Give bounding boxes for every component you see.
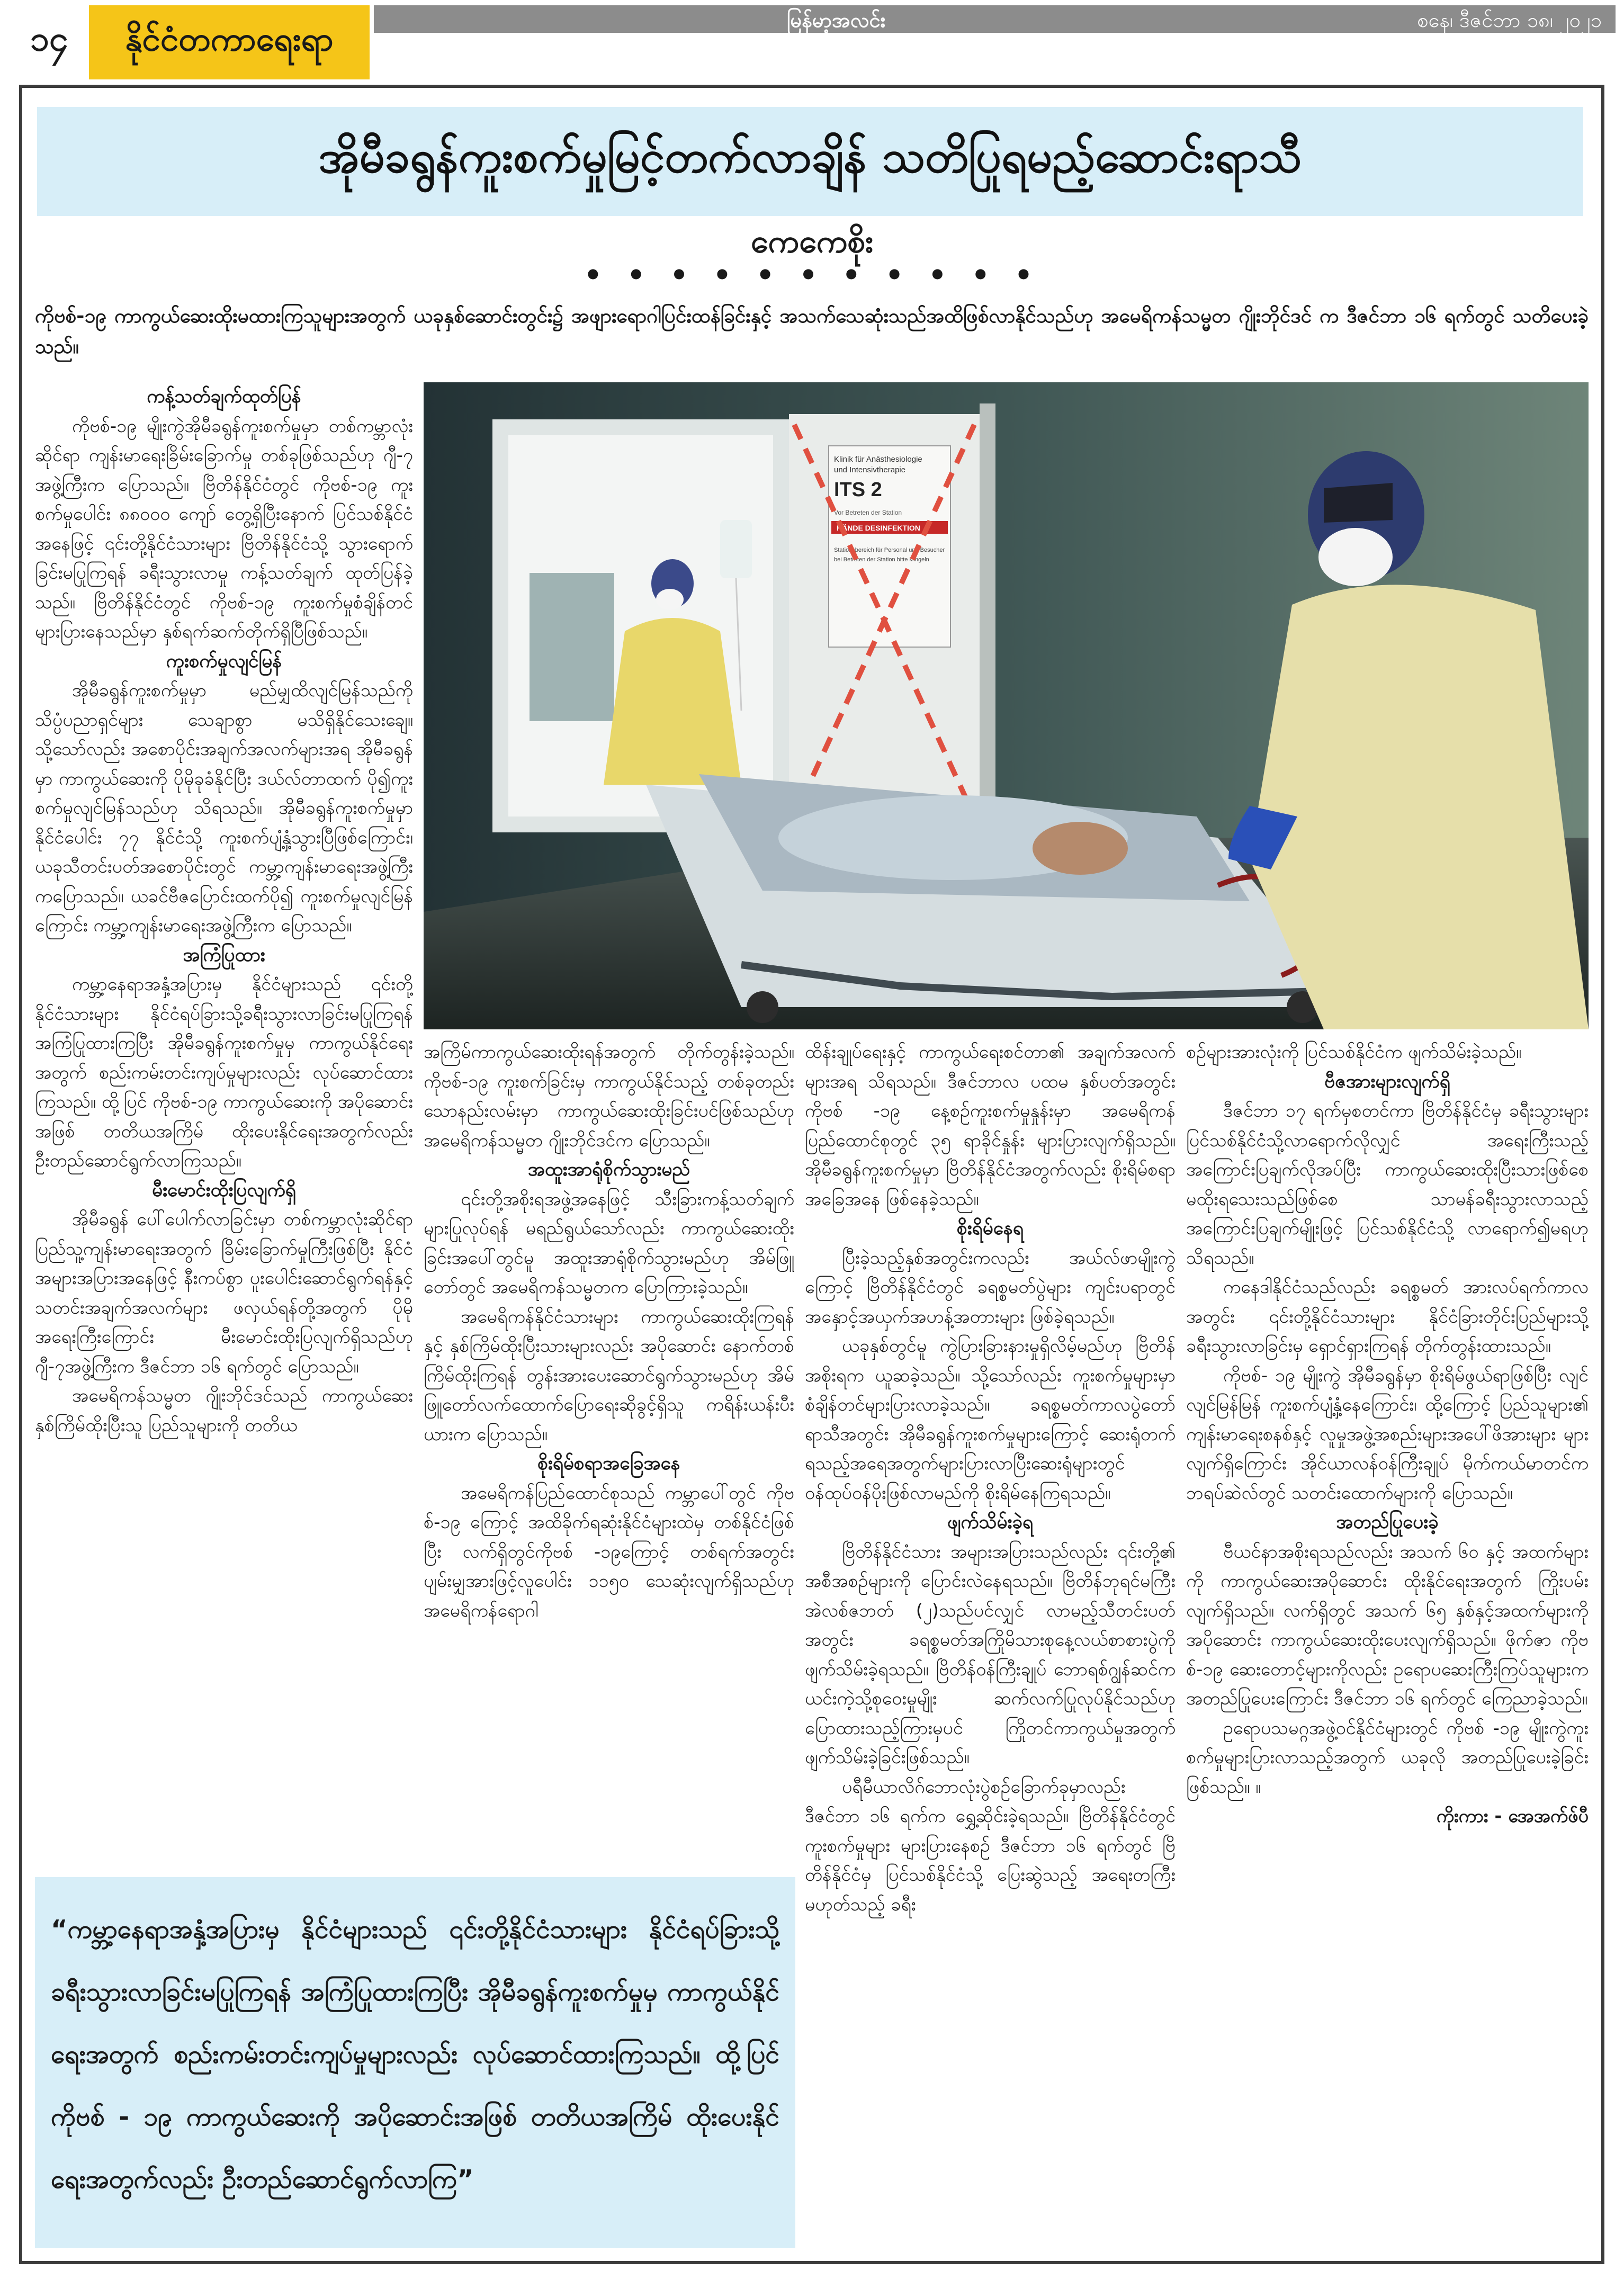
- sign-text-7: bei Betreten der Station bitte klingeln: [834, 557, 929, 563]
- paragraph: ယခုနှစ်တွင်မူ ကွဲပြားခြားနားမှုရှိလိမ့်မည်ဟု ဗြိတိန်အစိုးရက ယူဆခဲ့သည်။ သို့သော်လည်း ကူးစက်မှုများမှာ စံချိန်တင်များပြားလာခဲ့သည်။ ခရစ္စမတ်ကာလပွဲတော်ရာသီအတွင်း အိုမီခရွန်ကူးစက်မှုများကြောင့် ဆေးရုံတက်ရသည့်အရေအတွက်များပြားလာပြီးဆေးရုံများတွင် ဝန်ထုပ်ဝန်ပိုးဖြစ်လာမည်ကို စိုးရိမ်နေကြရသည်။: [805, 1335, 1176, 1504]
- sign-text-3: ITS 2: [834, 479, 882, 501]
- sign-text-2: und Intensivtherapie: [834, 465, 906, 474]
- paragraph: စဉ်များအားလုံးကို ပြင်သစ်နိုင်ငံက ဖျက်သိမ်းခဲ့သည်။: [1186, 1042, 1522, 1063]
- paragraph: အမေရိကန်ပြည်ထောင်စုသည် ကမ္ဘာပေါ်တွင် ကိုဗစ်-၁၉ ကြောင့် အထိခိုက်ရဆုံးနိုင်ငံများထဲမှ တစ်နိုင်ငံဖြစ်ပြီး လက်ရှိတွင်ကိုဗစ် -၁၉ကြောင့် တစ်ရက်အတွင်း ပျမ်းမျှအားဖြင့်လူပေါင်း ၁၁၅၀ သေဆုံးလျက်ရှိသည်ဟု အမေရိကန်ရောဂါ: [424, 1482, 794, 1621]
- paragraph: အိုမီခရွန် ပေါ်ပေါက်လာခြင်းမှာ တစ်ကမ္ဘာလုံးဆိုင်ရာ ပြည်သူ့ကျန်းမာရေးအတွက် ခြိမ်းခြောက်မှုကြီးဖြစ်ပြီး နိုင်ငံအများအပြားအနေဖြင့် နီးကပ်စွာ ပူးပေါင်းဆောင်ရွက်ရန်နှင့် သတင်းအချက်အလက်များ ဖလှယ်ရန်တို့အတွက် ပိုမိုအရေးကြီးကြောင်း မီးမောင်းထိုးပြလျက်ရှိသည်ဟု ဂျီ-၇အဖွဲ့ကြီးက ဒီဇင်ဘာ ၁၆ ရက်တွင် ပြောသည်။: [35, 1209, 413, 1377]
- column-4: [1186, 1038, 1589, 2256]
- sign-text-6: Stationsbereich für Personal und Besucher: [834, 547, 945, 553]
- source-credit: ကိုးကား - အေအက်ဖ်ပီ: [1436, 1806, 1589, 1827]
- newspaper-name: မြန်မာ့အလင်း: [787, 8, 886, 32]
- paragraph: ဗီယင်နာအစိုးရသည်လည်း အသက် ၆၀ နှင့် အထက်များကို ကာကွယ်ဆေးအပိုဆောင်း ထိုးနိုင်ရေးအတွက် ကြိုးပမ်းလျက်ရှိသည်။ လက်ရှိတွင် အသက် ၆၅ နှစ်နှင့်အထက်များကို အပိုဆောင်း ကာကွယ်ဆေးထိုးပေးလျက်ရှိသည်။ ဖိုက်ဇာ ကိုဗစ်-၁၉ ဆေးတောင့်များကိုလည်း ဥရောပဆေးကြီးကြပ်သူများက အတည်ပြုပေးကြောင်း ဒီဇင်ဘာ ၁၆ ရက်တွင် ကြေညာခဲ့သည်။: [1186, 1541, 1589, 1709]
- subheading: အတည်ပြုပေးခဲ့: [1336, 1512, 1439, 1533]
- paragraph: အမေရိကန်သမ္မတ ဂျိုးဘိုင်ဒင်သည် ကာကွယ်ဆေးနှစ်ကြိမ်ထိုးပြီးသူ ပြည်သူများကို တတိယ: [35, 1385, 413, 1436]
- paragraph: ကမ္ဘာ့နေရာအနှံ့အပြားမှ နိုင်ငံများသည် ၎င်းတို့နိုင်ငံသားများ နိုင်ငံရပ်ခြားသို့ခရီးသွားလာခြင်းမပြုကြရန် အကြံပြုထားကြပြီး အိုမီခရွန်ကူးစက်မှုမှ ကာကွယ်နိုင်ရေးအတွက် စည်းကမ်းတင်းကျပ်မှုများလည်း လုပ်ဆောင်ထားကြသည်။ ထို့ပြင် ကိုဗစ်-၁၉ ကာကွယ်ဆေးကို အပိုဆောင်းအဖြစ် တတိယအကြိမ် ထိုးပေးနိုင်ရေးအတွက်လည်း ဦးတည်ဆောင်ရွက်လာကြသည်။: [35, 974, 413, 1171]
- subheading: စိုးရိမ်နေရ: [957, 1218, 1024, 1239]
- article-byline: ကေကေစိုး: [750, 223, 874, 260]
- page-header: [0, 0, 1624, 84]
- subheading: မီးမောင်းထိုးပြလျက်ရှိ: [152, 1179, 296, 1201]
- paragraph: ထိန်းချုပ်ရေးနှင့် ကာကွယ်ရေးစင်တာ၏ အချက်အလက်များအရ သိရသည်။ ဒီဇင်ဘာလ ပထမ နှစ်ပတ်အတွင်း ကိုဗစ် -၁၉ နေ့စဉ်ကူးစက်မှုနှုန်းမှာ အမေရိကန်ပြည်ထောင်စုတွင် ၃၅ ရာခိုင်နှုန်း များပြားလျက်ရှိသည်။ အိုမီခရွန်ကူးစက်မှုမှာ ဗြိတိန်နိုင်ငံအတွက်လည်း စိုးရိမ်စရာအခြေအနေ ဖြစ်နေခဲ့သည်။: [805, 1042, 1176, 1210]
- byline-dots: • • • • • • • • • • •: [584, 258, 1040, 292]
- paragraph: ပရီမီယာလိဂ်ဘောလုံးပွဲစဉ်ခြောက်ခုမှာလည်း ဒီဇင်ဘာ ၁၆ ရက်က ရွှေ့ဆိုင်းခဲ့ရသည်။ ဗြိတိန်နိုင်ငံတွင် ကူးစက်မှုများ များပြားနေစဉ် ဒီဇင်ဘာ ၁၆ ရက်တွင် ဗြိတိန်နိုင်ငံမှ ပြင်သစ်နိုင်ငံသို့ ပြေးဆွဲသည့် အရေးတကြီးမဟုတ်သည့် ခရီး: [805, 1776, 1176, 1915]
- column-2: [424, 1038, 794, 1874]
- subheading: ဖျက်သိမ်းခဲ့ရ: [947, 1512, 1034, 1533]
- paragraph: ၎င်းတို့အစိုးရအဖွဲ့အနေဖြင့် သီးခြားကန့်သတ်ချက်များပြုလုပ်ရန် မရည်ရွယ်သော်လည်း ကာကွယ်ဆေးထိုးခြင်းအပေါ်တွင်မူ အထူးအာရုံစိုက်သွားမည်ဟု အိမ်ဖြူတော်တွင် အမေရိကန်သမ္မတက ပြောကြားခဲ့သည်။: [424, 1188, 794, 1298]
- paragraph: အကြိမ်ကာကွယ်ဆေးထိုးရန်အတွက် တိုက်တွန်းခဲ့သည်။ ကိုဗစ်-၁၉ ကူးစက်ခြင်းမှ ကာကွယ်နိုင်သည့် တစ်ခုတည်းသောနည်းလမ်းမှာ ကာကွယ်ဆေးထိုးခြင်းပင်ဖြစ်သည်ဟု အမေရိကန်သမ္မတ ဂျိုးဘိုင်ဒင်က ပြောသည်။: [424, 1042, 794, 1151]
- sign-text-5: HÄNDE DESINFEKTION: [837, 524, 920, 532]
- article-lede: ကိုဗစ်-၁၉ ကာကွယ်ဆေးထိုးမထားကြသူများအတွက် ယခုနှစ်ဆောင်းတွင်း၌ အဖျားရောဂါပြင်းထန်ခြင်းနှင့် အသက်သေဆုံးသည်အထိဖြစ်လာနိုင်သည်ဟု အမေရိကန်သမ္မတ ဂျိုးဘိုင်ဒင် က ဒီဇင်ဘာ ၁၆ ရက်တွင် သတိပေးခဲ့သည်။: [35, 304, 1589, 358]
- paragraph: ဗြိတိန်နိုင်ငံသား အများအပြားသည်လည်း ၎င်းတို့၏ အစီအစဉ်များကို ပြောင်းလဲနေရသည်။ ဗြိတိန်ဘုရင်မကြီးအဲလစ်ဇဘတ် (၂)သည်ပင်လျှင် လာမည့်သီတင်းပတ်အတွင်း ခရစ္စမတ်အကြိုမိသားစုနေ့လယ်စာစားပွဲကို ဖျက်သိမ်းခဲ့ရသည်။ ဗြိတိန်ဝန်ကြီးချုပ် ဘောရစ်ဂျွန်ဆင်က ယင်းကဲ့သို့စုဝေးမှုမျိုး ဆက်လက်ပြုလုပ်နိုင်သည်ဟု ပြောထားသည့်ကြားမှပင် ကြိုတင်ကာကွယ်မှုအတွက် ဖျက်သိမ်းခဲ့ခြင်းဖြစ်သည်။: [805, 1541, 1176, 1768]
- paragraph: ကိုဗစ်-၁၉ မျိုးကွဲအိုမီခရွန်ကူးစက်မှုမှာ တစ်ကမ္ဘာလုံးဆိုင်ရာ ကျန်းမာရေးခြိမ်းခြောက်မှု တစ်ခုဖြစ်သည်ဟု ဂျီ-၇ အဖွဲ့ကြီးက ပြောသည်။ ဗြိတိန်နိုင်ငံတွင် ကိုဗစ်-၁၉ ကူးစက်မှုပေါင်း ၈၈၀၀၀ ကျော် တွေ့ရှိပြီးနောက် ပြင်သစ်နိုင်ငံအနေဖြင့် ၎င်းတို့နိုင်ငံသားများ ဗြိတိန်နိုင်ငံသို့ သွားရောက်ခြင်းမပြုကြရန် ခရီးသွားလာမှု ကန့်သတ်ချက် ထုတ်ပြန်ခဲ့သည်။ ဗြိတိန်နိုင်ငံတွင် ကိုဗစ်-၁၉ ကူးစက်မှုစံချိန်တင်များပြားနေသည်မှာ နှစ်ရက်ဆက်တိုက်ရှိပြီဖြစ်သည်။: [35, 415, 413, 642]
- article-photo: [424, 382, 1589, 1029]
- subheading: စိုးရိမ်စရာအခြေအနေ: [537, 1453, 680, 1474]
- subheading: ကူးစက်မှုလျင်မြန်: [166, 650, 282, 672]
- sign-text-1: Klinik für Anästhesiologie: [834, 455, 922, 464]
- pull-quote: “ကမ္ဘာ့နေရာအနှံ့အပြားမှ နိုင်ငံများသည် ၎င်းတို့နိုင်ငံသားများ နိုင်ငံရပ်ခြားသို့ ခရီးသွားလာခြင်းမပြုကြရန် အကြံပြုထားကြပြီး အိုမီခရွန်ကူးစက်မှုမှ ကာကွယ်နိုင်ရေးအတွက် စည်းကမ်းတင်းကျပ်မှုများလည်း လုပ်ဆောင်ထားကြသည်။ ထို့ပြင် ကိုဗစ် - ၁၉ ကာကွယ်ဆေးကို အပိုဆောင်းအဖြစ် တတိယအကြိမ် ထိုးပေးနိုင်ရေးအတွက်လည်း ဦးတည်ဆောင်ရွက်လာကြ”: [35, 1877, 795, 2248]
- header-band: [374, 5, 1616, 33]
- column-1: [35, 382, 413, 1860]
- paragraph: ကိုဗစ်- ၁၉ မျိုးကွဲ အိုမီခရွန်မှာ စိုးရိမ်ဖွယ်ရာဖြစ်ပြီး လျင်လျင်မြန်မြန် ကူးစက်ပျံ့နှံ့နေကြောင်း၊ ထို့ကြောင့် ပြည်သူများ၏ ကျန်းမာရေးစနစ်နှင့် လူမှုအဖွဲ့အစည်းများအပေါ်ဖိအားများ များလျက်ရှိကြောင်း အိုင်ယာလန်ဝန်ကြီးချုပ် မိုက်ကယ်မာတင်က ဘရပ်ဆဲလ်တွင် သတင်းထောက်များကို ပြောသည်။: [1186, 1365, 1589, 1504]
- subheading: အထူးအာရုံစိုက်သွားမည်: [527, 1159, 690, 1180]
- issue-date: စနေ၊ ဒီဇင်ဘာ ၁၈၊ ၂၀၂၁: [1417, 8, 1602, 32]
- paragraph: ကနေဒါနိုင်ငံသည်လည်း ခရစ္စမတ် အားလပ်ရက်ကာလအတွင်း ၎င်းတို့နိုင်ငံသားများ နိုင်ငံခြားတိုင်းပြည်များသို့ ခရီးသွားလာခြင်းမှ ရှောင်ရှားကြရန် တိုက်တွန်းထားသည်။: [1186, 1277, 1589, 1357]
- paragraph: ဒီဇင်ဘာ ၁၇ ရက်မှစတင်ကာ ဗြိတိန်နိုင်ငံမှ ခရီးသွားများ ပြင်သစ်နိုင်ငံသို့လာရောက်လိုလျှင် အရေးကြီးသည့် အကြောင်းပြချက်လိုအပ်ပြီး ကာကွယ်ဆေးထိုးပြီးသားဖြစ်စေ မထိုးရသေးသည်ဖြစ်စေ သာမန်ခရီးသွားလာသည့် အကြောင်းပြချက်မျိုးဖြင့် ပြင်သစ်နိုင်ငံသို့ လာရောက်၍မရဟု သိရသည်။: [1186, 1100, 1589, 1269]
- subheading: ဗီဇအားများလျက်ရှိ: [1324, 1071, 1450, 1092]
- hospital-corridor-illustration: [424, 382, 1589, 1029]
- subheading: ကန့်သတ်ချက်ထုတ်ပြန်: [147, 386, 301, 407]
- sign-text-4: Vor Betreten der Station: [834, 509, 902, 516]
- subheading: အကြံပြုထား: [183, 944, 265, 966]
- column-3: [805, 1038, 1176, 2256]
- station-sign: [829, 446, 950, 647]
- page-number: ၁၄: [30, 20, 68, 59]
- section-label: နိုင်ငံတကာရေးရာ: [89, 5, 370, 79]
- paragraph: ပြီးခဲ့သည့်နှစ်အတွင်းကလည်း အယ်လ်ဖာမျိုးကွဲကြောင့် ဗြိတိန်နိုင်ငံတွင် ခရစ္စမတ်ပွဲများ ကျင်းပရာတွင် အနှောင့်အယှက်အဟန့်အတားများ ဖြစ်ခဲ့ရသည်။: [805, 1247, 1176, 1327]
- paragraph: ဥရောပသမဂ္ဂအဖွဲ့ဝင်နိုင်ငံများတွင် ကိုဗစ် -၁၉ မျိုးကွဲကူးစက်မှုများပြားလာသည့်အတွက် ယခုလို အတည်ပြုပေးခဲ့ခြင်းဖြစ်သည်။ ။: [1186, 1717, 1589, 1798]
- paragraph: အမေရိကန်နိုင်ငံသားများ ကာကွယ်ဆေးထိုးကြရန်နှင့် နှစ်ကြိမ်ထိုးပြီးသားများလည်း အပိုဆောင်း နောက်တစ်ကြိမ်ထိုးကြရန် တွန်းအားပေးဆောင်ရွက်သွားမည်ဟု အိမ်ဖြူတော်လက်ထောက်ပြောရေးဆိုခွင့်ရှိသူ ကရိန်းယန်းပီးယားက ပြောသည်။: [424, 1306, 794, 1445]
- paragraph: အိုမီခရွန်ကူးစက်မှုမှာ မည်မျှထိလျင်မြန်သည်ကို သိပ္ပံပညာရှင်များ သေချာစွာ မသိရှိနိုင်သေးချေ။ သို့သော်လည်း အစောပိုင်းအချက်အလက်များအရ အိုမီခရွန်မှာ ကာကွယ်ဆေးကို ပိုမိုခုခံနိုင်ပြီး ဒယ်လ်တာထက် ပို၍ကူးစက်မှုလျင်မြန်သည်ဟု သိရသည်။ အိုမီခရွန်ကူးစက်မှုမှာ နိုင်ငံပေါင်း ၇၇ နိုင်ငံသို့ ကူးစက်ပျံ့နှံ့သွားပြီဖြစ်ကြောင်း၊ ယခုသီတင်းပတ်အစောပိုင်းတွင် ကမ္ဘာ့ကျန်းမာရေးအဖွဲ့ကြီးကပြောသည်။ ယခင်ဗီဇပြောင်းထက်ပို၍ ကူးစက်မှုလျင်မြန်ကြောင်း ကမ္ဘာ့ကျန်းမာရေးအဖွဲ့ကြီးက ပြောသည်။: [35, 680, 413, 936]
- article-headline: အိုမီခရွန်ကူးစက်မှုမြင့်တက်လာချိန် သတိပြုရမည့်ဆောင်းရာသီ: [37, 107, 1583, 216]
